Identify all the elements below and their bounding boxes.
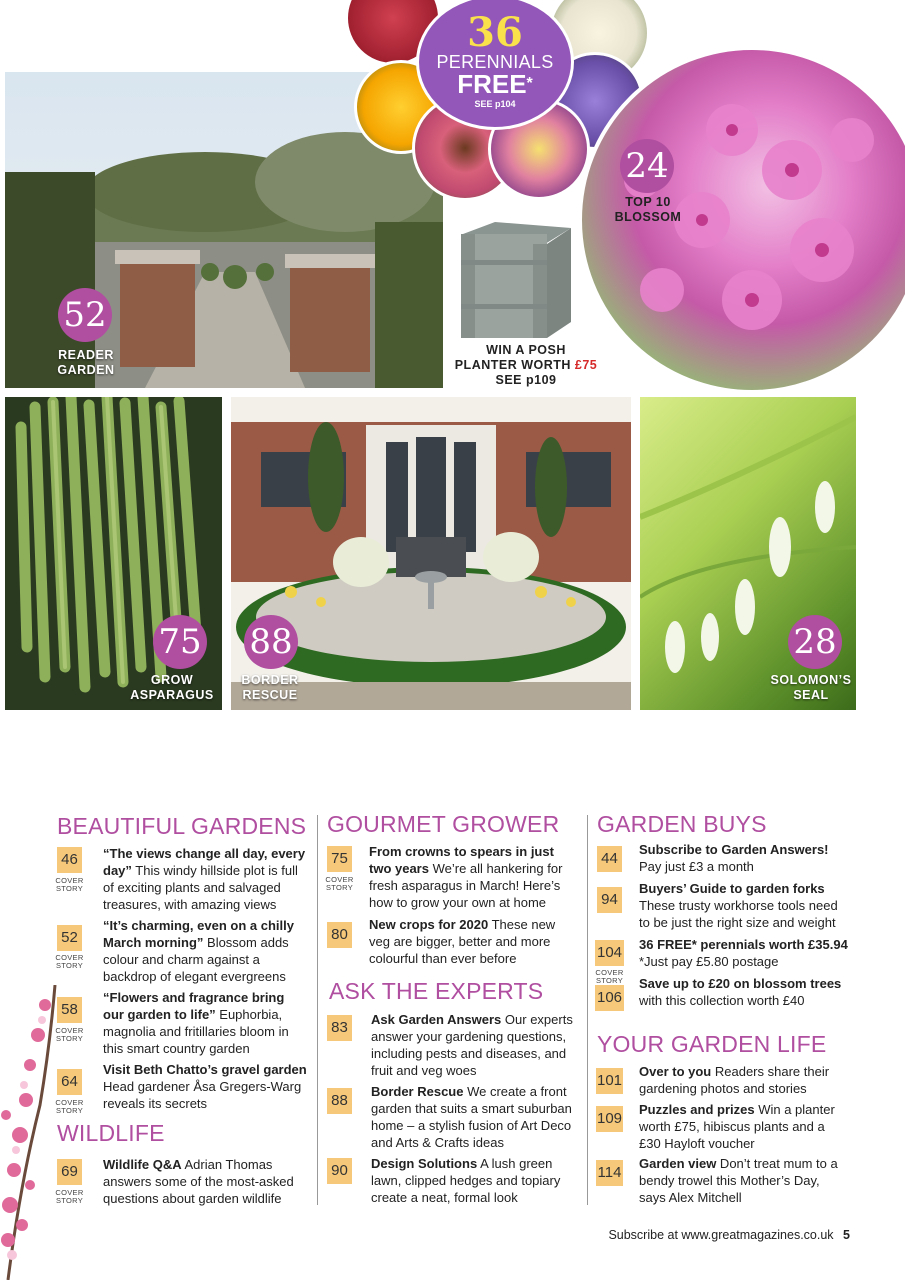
promo-see: SEE p104 [474,99,516,109]
cover-story-tag: COVER STORY [55,953,84,970]
entry-83[interactable]: Ask Garden Answers Our experts answer your gardening questions, including pests and diseases, and fruit and veg woes [371,1012,573,1078]
section-garden-buys: GARDEN BUYS [597,811,767,837]
border-rescue-photo [231,397,631,710]
entry-58[interactable]: “Flowers and fragrance bring our garden to life” Euphorbia, magnolia and fritillaries bloom in this smart country garden [103,990,289,1056]
blossom-caption: TOP 10 BLOSSOM [614,195,682,224]
page-box-90[interactable]: 90 [327,1158,352,1184]
entry-114[interactable]: Garden view Don’t treat mum to a bendy trowel this Mother’s Day, says Alex Mitchell [639,1156,838,1205]
entry-109[interactable]: Puzzles and prizes Win a planter worth £75, hibiscus plants and a £30 Hayloft voucher [639,1102,835,1151]
entry-90[interactable]: Design Solutions A lush green lawn, clipped hedges and topiary create a neat, formal look [371,1156,561,1205]
planter-illustration [455,212,577,340]
asparagus-caption: GROW ASPARAGUS [130,673,214,702]
page-number: 5 [843,1228,850,1242]
section-ask-the-experts: ASK THE EXPERTS [329,978,544,1004]
solomons-seal-caption: SOLOMON’S SEAL [770,673,852,702]
entry-94[interactable]: Buyers’ Guide to garden forks These trusty workhorse tools need to be just the right size and weight [639,881,838,930]
cover-story-tag: COVER STORY [55,876,84,893]
page-box-88[interactable]: 88 [327,1088,352,1114]
promo-line2: FREE [457,69,527,99]
page-box-64[interactable]: 64 [57,1069,82,1095]
entry-44[interactable]: Subscribe to Garden Answers! Pay just £3 a month [639,842,829,874]
blossom-page-badge[interactable]: 24 [620,139,674,193]
cover-story-tag: COVER STORY [325,875,354,892]
cover-story-tag: COVER STORY [55,1188,84,1205]
border-rescue-illustration [231,397,631,710]
cover-story-tag: COVER STORY [55,1098,84,1115]
entry-88[interactable]: Border Rescue We create a front garden that suits a smart suburban home – a stylish fusion of Art Deco and Arts & Crafts ideas [371,1084,572,1150]
reader-garden-page-badge[interactable]: 52 [58,288,112,342]
page-box-69[interactable]: 69 [57,1159,82,1185]
page-box-94[interactable]: 94 [597,887,622,913]
cover-story-tag: COVER STORY [595,968,624,985]
page-box-44[interactable]: 44 [597,846,622,872]
planter-image [455,212,577,340]
page-box-106[interactable]: 106 [595,985,624,1011]
asparagus-page-badge[interactable]: 75 [153,615,207,669]
planter-caption[interactable]: WIN A POSH PLANTER WORTH £75 SEE p109 [454,343,598,387]
page-box-114[interactable]: 114 [596,1160,623,1186]
solomons-seal-photo [640,397,856,710]
entry-101[interactable]: Over to you Readers share their gardening photos and stories [639,1064,830,1096]
entry-106[interactable]: Save up to £20 on blossom trees with this collection worth £40 [639,976,842,1008]
section-wildlife: WILDLIFE [57,1120,165,1146]
column-divider-1 [317,815,318,1205]
entry-104[interactable]: 36 FREE* perennials worth £35.94 *Just pay £5.80 postage [639,937,848,969]
page-box-75[interactable]: 75 [327,846,352,872]
cover-story-tag: COVER STORY [55,1026,84,1043]
entry-80[interactable]: New crops for 2020 These new veg are bigger, better and more colourful than ever before [369,917,556,966]
promo-count: 36 [467,9,523,56]
page-box-83[interactable]: 83 [327,1015,352,1041]
free-perennials-promo[interactable] [416,0,574,130]
blossom-branch-decoration [0,985,60,1280]
footer [560,1228,850,1242]
asparagus-photo [5,397,222,710]
column-divider-2 [587,815,588,1205]
section-your-garden-life: YOUR GARDEN LIFE [597,1031,827,1057]
planter-price: £75 [574,358,598,372]
border-rescue-page-badge[interactable]: 88 [244,615,298,669]
reader-garden-caption: READER GARDEN [57,348,115,377]
page-box-80[interactable]: 80 [327,922,352,948]
entry-75[interactable]: From crowns to spears in just two years We’re all hankering for fresh asparagus in March! Here’s how to grow your own at home [369,844,563,910]
page-box-101[interactable]: 101 [596,1068,623,1094]
promo-line1: PERENNIALS [436,52,554,72]
solomons-seal-page-badge[interactable]: 28 [788,615,842,669]
entry-69[interactable]: Wildlife Q&A Adrian Thomas answers some of the most-asked questions about garden wildlife [103,1157,294,1206]
section-gourmet-grower: GOURMET GROWER [327,811,560,837]
page-box-109[interactable]: 109 [596,1106,623,1132]
blossom-branch-illustration [0,985,60,1280]
page-box-46[interactable]: 46 [57,847,82,873]
entry-52[interactable]: “It’s charming, even on a chilly March morning” Blossom adds colour and charm against a backdrop of elegant evergreens [103,918,294,984]
page-box-52[interactable]: 52 [57,925,82,951]
footer-subscribe-link[interactable]: Subscribe at www.greatmagazines.co.uk [608,1228,834,1242]
section-beautiful-gardens: BEAUTIFUL GARDENS [57,813,307,839]
entry-46[interactable]: “The views change all day, every day” This windy hillside plot is full of exciting plants and salvaged treasures, with amazing views [103,846,306,912]
entry-64[interactable]: Visit Beth Chatto’s gravel garden Head gardener Åsa Gregers-Warg reveals its secrets [103,1062,307,1111]
page-box-58[interactable]: 58 [57,997,82,1023]
promo-star: * [526,75,533,92]
border-rescue-caption: BORDER RESCUE [241,673,299,702]
page-box-104[interactable]: 104 [595,940,624,966]
